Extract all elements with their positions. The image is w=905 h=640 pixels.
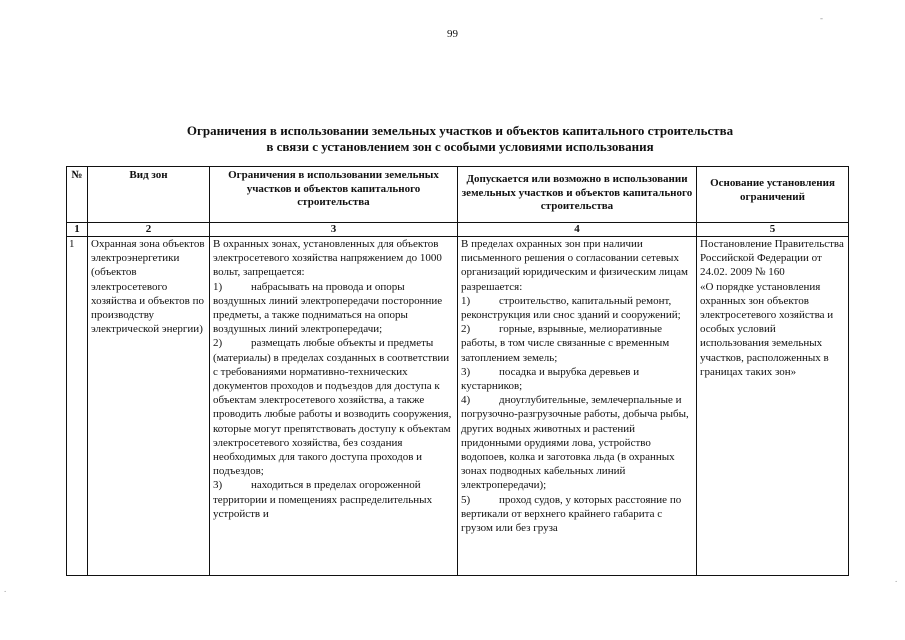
scan-mark: - — [820, 13, 823, 23]
scan-mark: . — [895, 574, 898, 584]
title-line-2: в связи с установлением зон с особыми условиями использования — [266, 139, 654, 154]
scan-mark: . — [4, 584, 7, 594]
document-title — [100, 123, 820, 155]
list-item-number: 1) — [213, 280, 223, 293]
list-item — [461, 365, 693, 393]
list-item — [213, 280, 454, 337]
list-item-text: размещать любые объекты и предметы (материалы) в пределах созданных в соответствии с требованиями нормативно-технических документов проходов и подъездов для доступа к объектам электросетевого хозяйства, а также проводить любые работы и возводить сооружения, которые могут препятствовать доступу к объектам электросетевого хозяйства, без создания необходимых для такого доступа проходов и подъездов; — [213, 337, 452, 478]
basis-decree-title: «О порядке установления охранных зон объектов электросетевого хозяйства и особых условий использования земельных участков, расположенных в границах таких зон» — [700, 280, 834, 378]
list-item-number: 5) — [461, 493, 471, 506]
list-item-number: 3) — [461, 365, 471, 378]
list-item-text: находиться в пределах огороженной территории и помещениях распределительных устройств и — [213, 479, 433, 520]
basis-cell — [697, 237, 849, 576]
column-number: 2 — [88, 223, 210, 237]
list-item — [461, 294, 693, 322]
list-item-text: строительство, капитальный ремонт, реконструкция или снос зданий и сооружений; — [461, 294, 681, 322]
list-item-number: 1) — [461, 294, 471, 307]
header-basis: Основание установления ограничений — [697, 167, 849, 223]
list-item-number: 4) — [461, 394, 471, 407]
header-allowed: Допускается или возможно в использовании земельных участков и объектов капитального строительства — [458, 167, 697, 223]
column-number-row — [67, 223, 849, 237]
restrictions-cell — [210, 237, 458, 576]
list-item-text: посадка и вырубка деревьев и кустарников; — [461, 365, 640, 393]
column-number: 5 — [697, 223, 849, 237]
header-number: № — [67, 167, 88, 223]
list-item-text: дноуглубительные, землечерпальные и погрузочно-разгрузочные работы, добыча рыбы, других водных животных и растений придонными орудиями лова, устройство водопоев, колка и заготовка льда (в охранных зонах подводных кабельных линий электропередачи); — [461, 394, 689, 492]
list-item-number: 3) — [213, 479, 223, 492]
list-item-text: горные, взрывные, мелиоративные работы, в том числе связанные с временным затоплением земель; — [461, 323, 670, 364]
list-item — [461, 322, 693, 365]
header-restrictions: Ограничения в использовании земельных участков и объектов капитального строительства — [210, 167, 458, 223]
page-number: 99 — [447, 28, 458, 40]
zone-type-cell — [88, 237, 210, 576]
list-item-text: набрасывать на провода и опоры воздушных линий электропередачи посторонние предметы, а также подниматься на опоры воздушных линий электропередачи; — [213, 280, 443, 336]
title-line-1: Ограничения в использовании земельных участков и объектов капитального строительства — [186, 123, 734, 138]
list-item — [213, 336, 454, 478]
list-item-text: проход судов, у которых расстояние по вертикали от верхнего крайнего габарита с грузом или без груза — [461, 493, 682, 535]
zone-type-text: Охранная зона объектов электроэнергетики (объектов электросетевого хозяйства и объектов по производству электрической энергии) — [91, 238, 205, 336]
table-header-row — [67, 167, 849, 223]
restrictions-table — [66, 166, 849, 576]
column-number: 1 — [67, 223, 88, 237]
restrictions-intro: В охранных зонах, установленных для объектов электросетевого хозяйства напряжением до 1000 вольт, запрещается: — [213, 238, 442, 279]
list-item-number: 2) — [213, 337, 223, 350]
list-item — [461, 493, 693, 536]
list-item — [461, 393, 693, 492]
allowed-intro: В пределах охранных зон при наличии письменного решения о согласовании сетевых организаций юридическим и физическим лицам разрешается: — [461, 238, 688, 293]
table-row — [67, 237, 849, 576]
column-number: 4 — [458, 223, 697, 237]
row-number: 1 — [67, 237, 88, 576]
allowed-cell — [458, 237, 697, 576]
basis-decree: Постановление Правительства Российской Федерации от 24.02. 2009 № 160 — [700, 238, 844, 279]
header-zone-type: Вид зон — [88, 167, 210, 223]
list-item — [213, 478, 454, 521]
column-number: 3 — [210, 223, 458, 237]
list-item-number: 2) — [461, 323, 471, 336]
